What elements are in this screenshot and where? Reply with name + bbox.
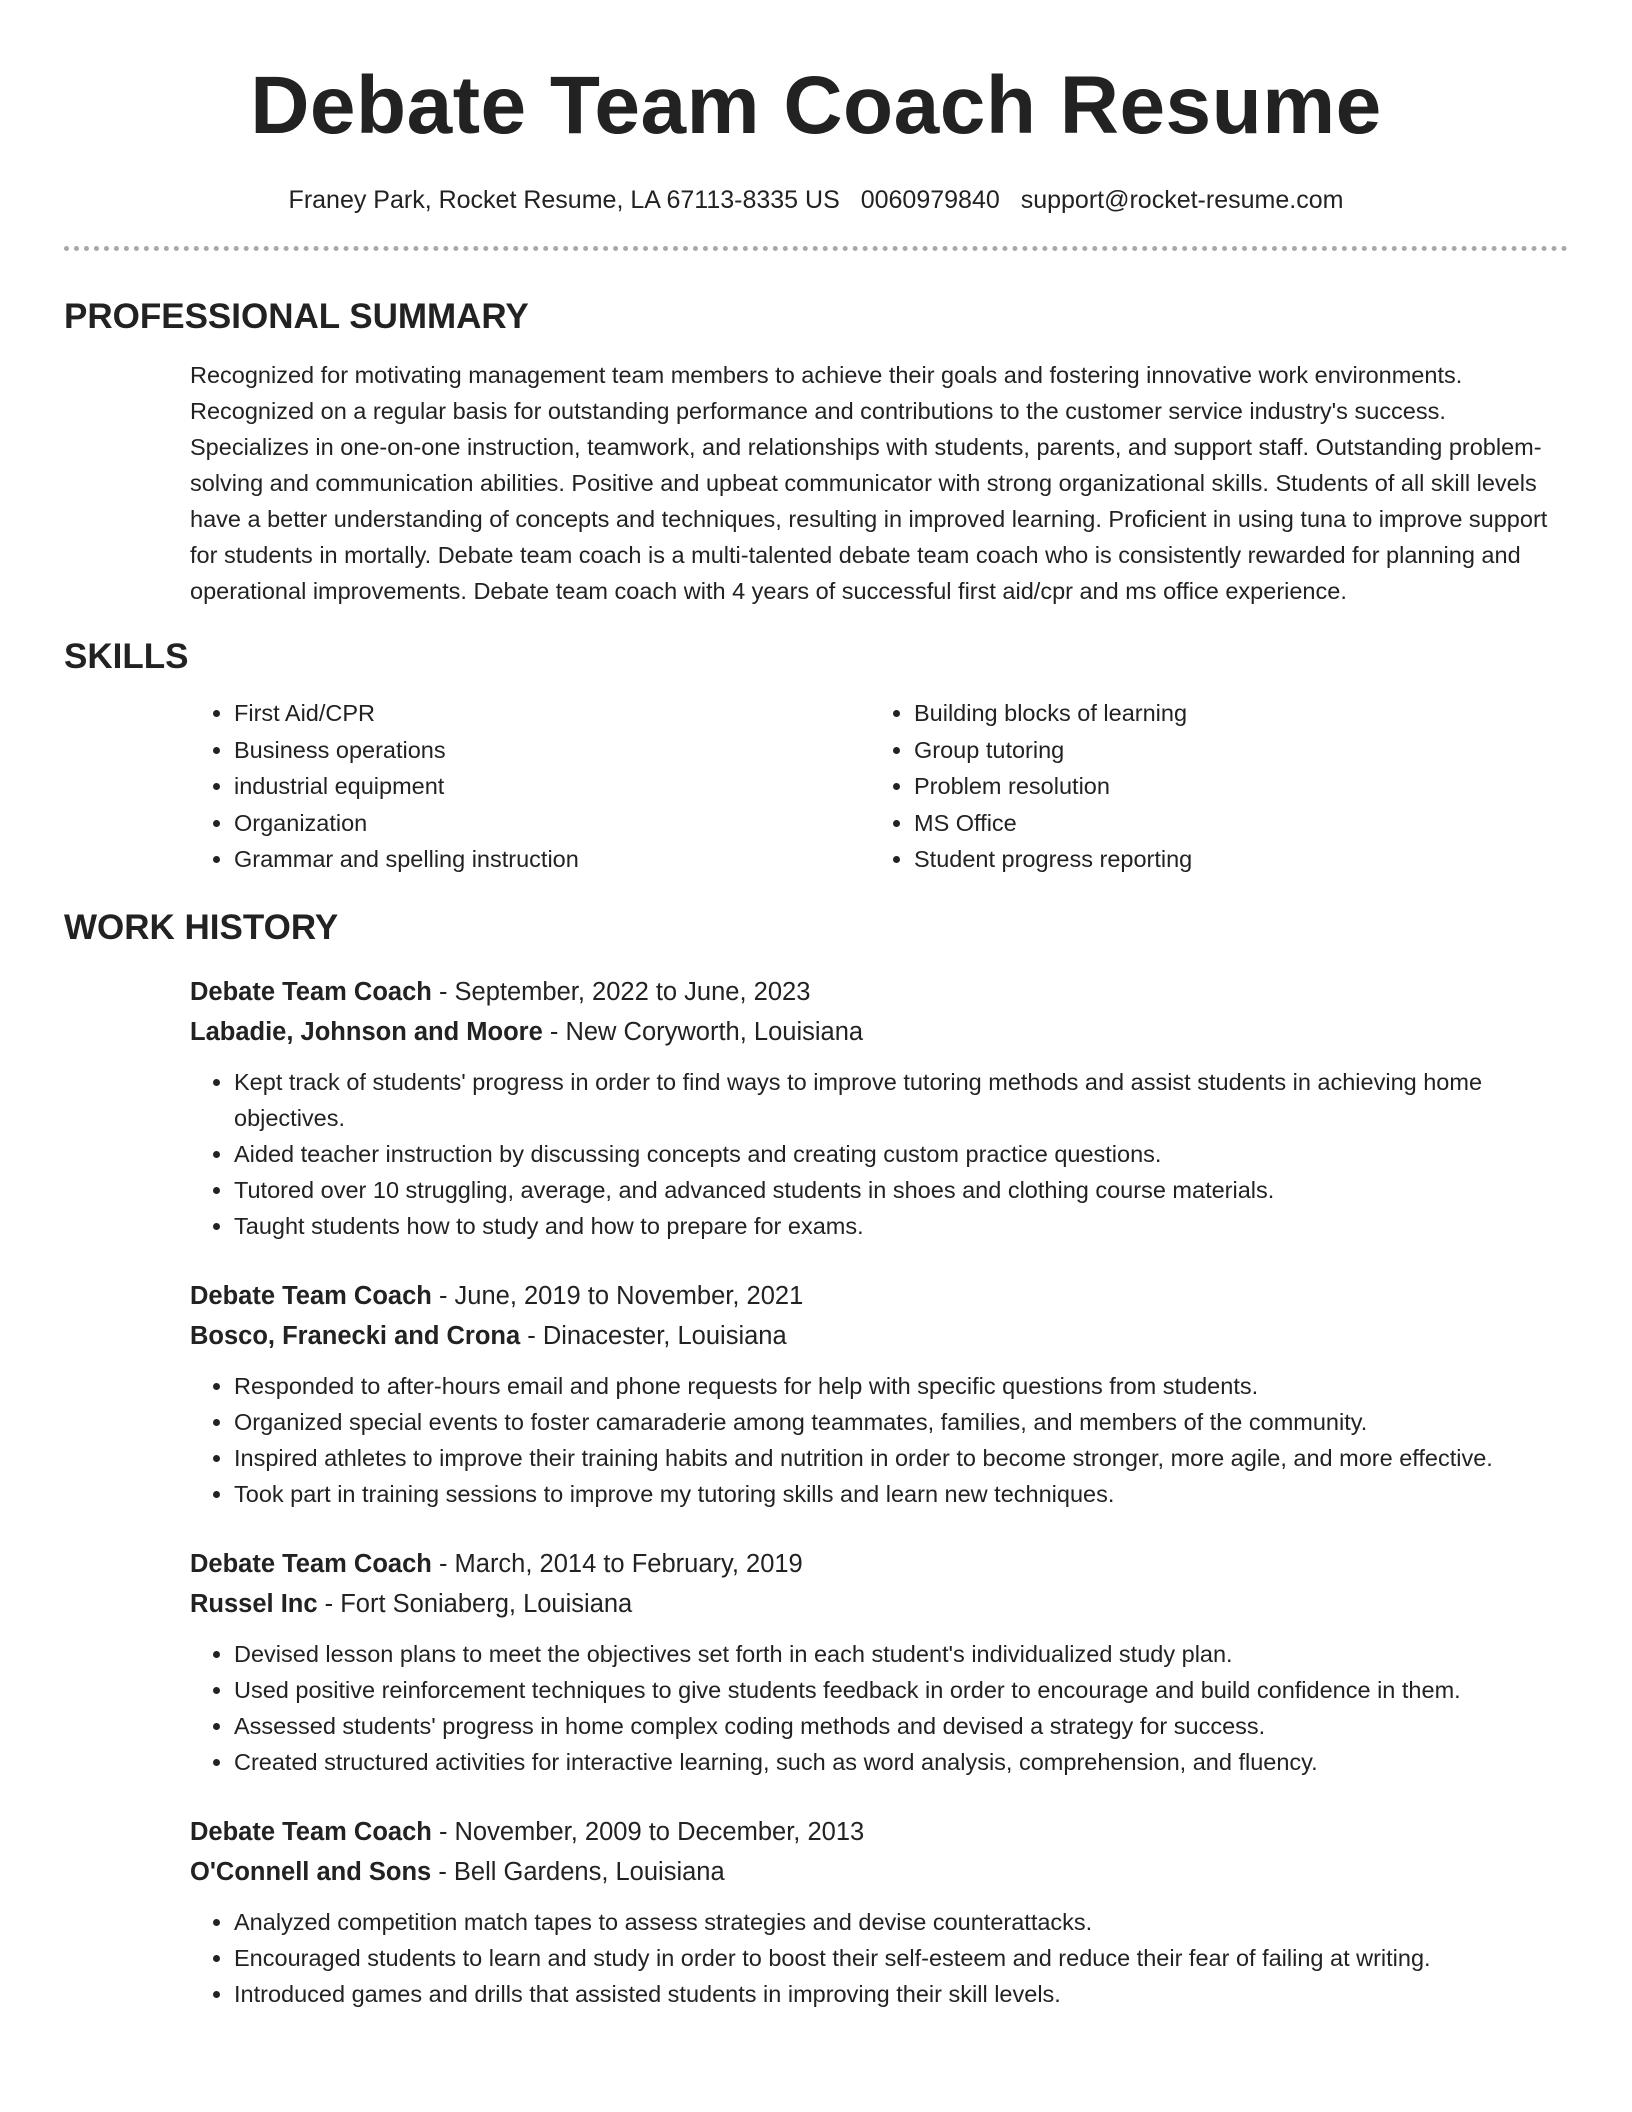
job-location: - Fort Soniaberg, Louisiana bbox=[317, 1589, 633, 1618]
job-dates: - June, 2019 to November, 2021 bbox=[431, 1281, 804, 1310]
job-title-line bbox=[190, 1276, 1568, 1316]
job-company: Labadie, Johnson and Moore bbox=[190, 1017, 543, 1046]
job-title: Debate Team Coach bbox=[190, 977, 432, 1006]
job-location: - New Coryworth, Louisiana bbox=[542, 1017, 864, 1046]
job-entry bbox=[190, 1276, 1568, 1512]
job-location: - Dinacester, Louisiana bbox=[520, 1321, 787, 1350]
job-dates: - November, 2009 to December, 2013 bbox=[431, 1817, 865, 1846]
skills-grid bbox=[190, 695, 1568, 878]
skill-item: • Grammar and spelling instruction bbox=[234, 841, 870, 878]
job-bullet: • Introduced games and drills that assisted students in improving their skill levels. bbox=[234, 1976, 1568, 2012]
skill-item: • Group tutoring bbox=[914, 732, 1550, 769]
job-title-line bbox=[190, 1544, 1568, 1584]
skill-item: • Business operations bbox=[234, 732, 870, 769]
skills-section bbox=[64, 635, 1568, 878]
job-bullets bbox=[190, 1368, 1568, 1512]
job-dates: - September, 2022 to June, 2023 bbox=[431, 977, 811, 1006]
job-bullet: • Took part in training sessions to improve my tutoring skills and learn new techniques. bbox=[234, 1476, 1568, 1512]
job-title: Debate Team Coach bbox=[190, 1549, 432, 1578]
job-bullet: • Taught students how to study and how to prepare for exams. bbox=[234, 1208, 1568, 1244]
skill-item: • Student progress reporting bbox=[914, 841, 1550, 878]
job-bullet: • Encouraged students to learn and study in order to boost their self-esteem and reduce their fear of failing at writing. bbox=[234, 1940, 1568, 1976]
job-entry bbox=[190, 1812, 1568, 2012]
job-title-line bbox=[190, 1812, 1568, 1852]
skill-item: • industrial equipment bbox=[234, 768, 870, 805]
job-bullet: • Responded to after-hours email and phone requests for help with specific questions from students. bbox=[234, 1368, 1568, 1404]
header-divider bbox=[64, 246, 1568, 251]
job-bullet: • Aided teacher instruction by discussing concepts and creating custom practice questions. bbox=[234, 1136, 1568, 1172]
job-bullet: • Organized special events to foster camaraderie among teammates, families, and members of the community. bbox=[234, 1404, 1568, 1440]
work-history-heading: WORK HISTORY bbox=[64, 907, 339, 947]
job-title-line bbox=[190, 972, 1568, 1012]
job-bullets bbox=[190, 1904, 1568, 2012]
skill-item: • First Aid/CPR bbox=[234, 695, 870, 732]
skill-item: • MS Office bbox=[914, 805, 1550, 842]
skills-left-column bbox=[190, 695, 870, 878]
job-title: Debate Team Coach bbox=[190, 1281, 432, 1310]
skills-right-column bbox=[870, 695, 1550, 878]
skill-item: • Problem resolution bbox=[914, 768, 1550, 805]
job-title: Debate Team Coach bbox=[190, 1817, 432, 1846]
job-bullet: • Inspired athletes to improve their training habits and nutrition in order to become stronger, more agile, and more effective. bbox=[234, 1440, 1568, 1476]
skills-heading: SKILLS bbox=[64, 637, 189, 676]
job-company: Russel Inc bbox=[190, 1589, 318, 1618]
job-bullet: • Assessed students' progress in home complex coding methods and devised a strategy for success. bbox=[234, 1708, 1568, 1744]
summary-section bbox=[64, 295, 1568, 609]
skill-item: • Organization bbox=[234, 805, 870, 842]
job-company: O'Connell and Sons bbox=[190, 1857, 432, 1886]
work-history-section bbox=[64, 906, 1568, 2012]
summary-text: Recognized for motivating management team members to achieve their goals and fostering innovative work environments. Recognized on a regular basis for outstanding performance and contributions to the customer service industry's success. Specializes in one-on-one instruction, teamwork, and relationships with students, parents, and support staff. Outstanding problem-solving and communication abilities. Positive and upbeat communicator with strong organizational skills. Students of all skill levels have a better understanding of concepts and techniques, resulting in improved learning. Proficient in using tuna to improve support for students in mortally. Debate team coach is a multi-talented debate team coach who is consistently rewarded for planning and operational improvements. Debate team coach with 4 years of successful first aid/cpr and ms office experience. bbox=[190, 362, 1548, 604]
job-company-line bbox=[190, 1316, 1568, 1356]
job-bullet: • Used positive reinforcement techniques to give students feedback in order to encourage and build confidence in them. bbox=[234, 1672, 1568, 1708]
job-entry bbox=[190, 972, 1568, 1244]
contact-line bbox=[64, 184, 1568, 216]
contact-phone: 0060979840 bbox=[860, 186, 1000, 214]
job-company-line bbox=[190, 1852, 1568, 1892]
job-bullet: • Analyzed competition match tapes to assess strategies and devise counterattacks. bbox=[234, 1904, 1568, 1940]
job-company: Bosco, Franecki and Crona bbox=[190, 1321, 521, 1350]
job-bullets bbox=[190, 1064, 1568, 1244]
job-bullet: • Tutored over 10 struggling, average, and advanced students in shoes and clothing course materials. bbox=[234, 1172, 1568, 1208]
job-dates: - March, 2014 to February, 2019 bbox=[431, 1549, 803, 1578]
job-bullet: • Created structured activities for interactive learning, such as word analysis, comprehension, and fluency. bbox=[234, 1744, 1568, 1780]
contact-email: support@rocket-resume.com bbox=[1020, 186, 1344, 214]
skill-item: • Building blocks of learning bbox=[914, 695, 1550, 732]
resume-title: Debate Team Coach Resume bbox=[250, 60, 1382, 151]
job-bullet: • Devised lesson plans to meet the objectives set forth in each student's individualized study plan. bbox=[234, 1636, 1568, 1672]
job-entry bbox=[190, 1544, 1568, 1780]
contact-address: Franey Park, Rocket Resume, LA 67113-8335 US bbox=[288, 186, 840, 214]
job-bullet: • Kept track of students' progress in order to find ways to improve tutoring methods and assist students in achieving home objectives. bbox=[234, 1064, 1568, 1136]
resume-header bbox=[64, 56, 1568, 251]
job-bullets bbox=[190, 1636, 1568, 1780]
job-location: - Bell Gardens, Louisiana bbox=[431, 1857, 725, 1886]
job-company-line bbox=[190, 1584, 1568, 1624]
summary-heading: PROFESSIONAL SUMMARY bbox=[64, 297, 529, 336]
job-company-line bbox=[190, 1012, 1568, 1052]
